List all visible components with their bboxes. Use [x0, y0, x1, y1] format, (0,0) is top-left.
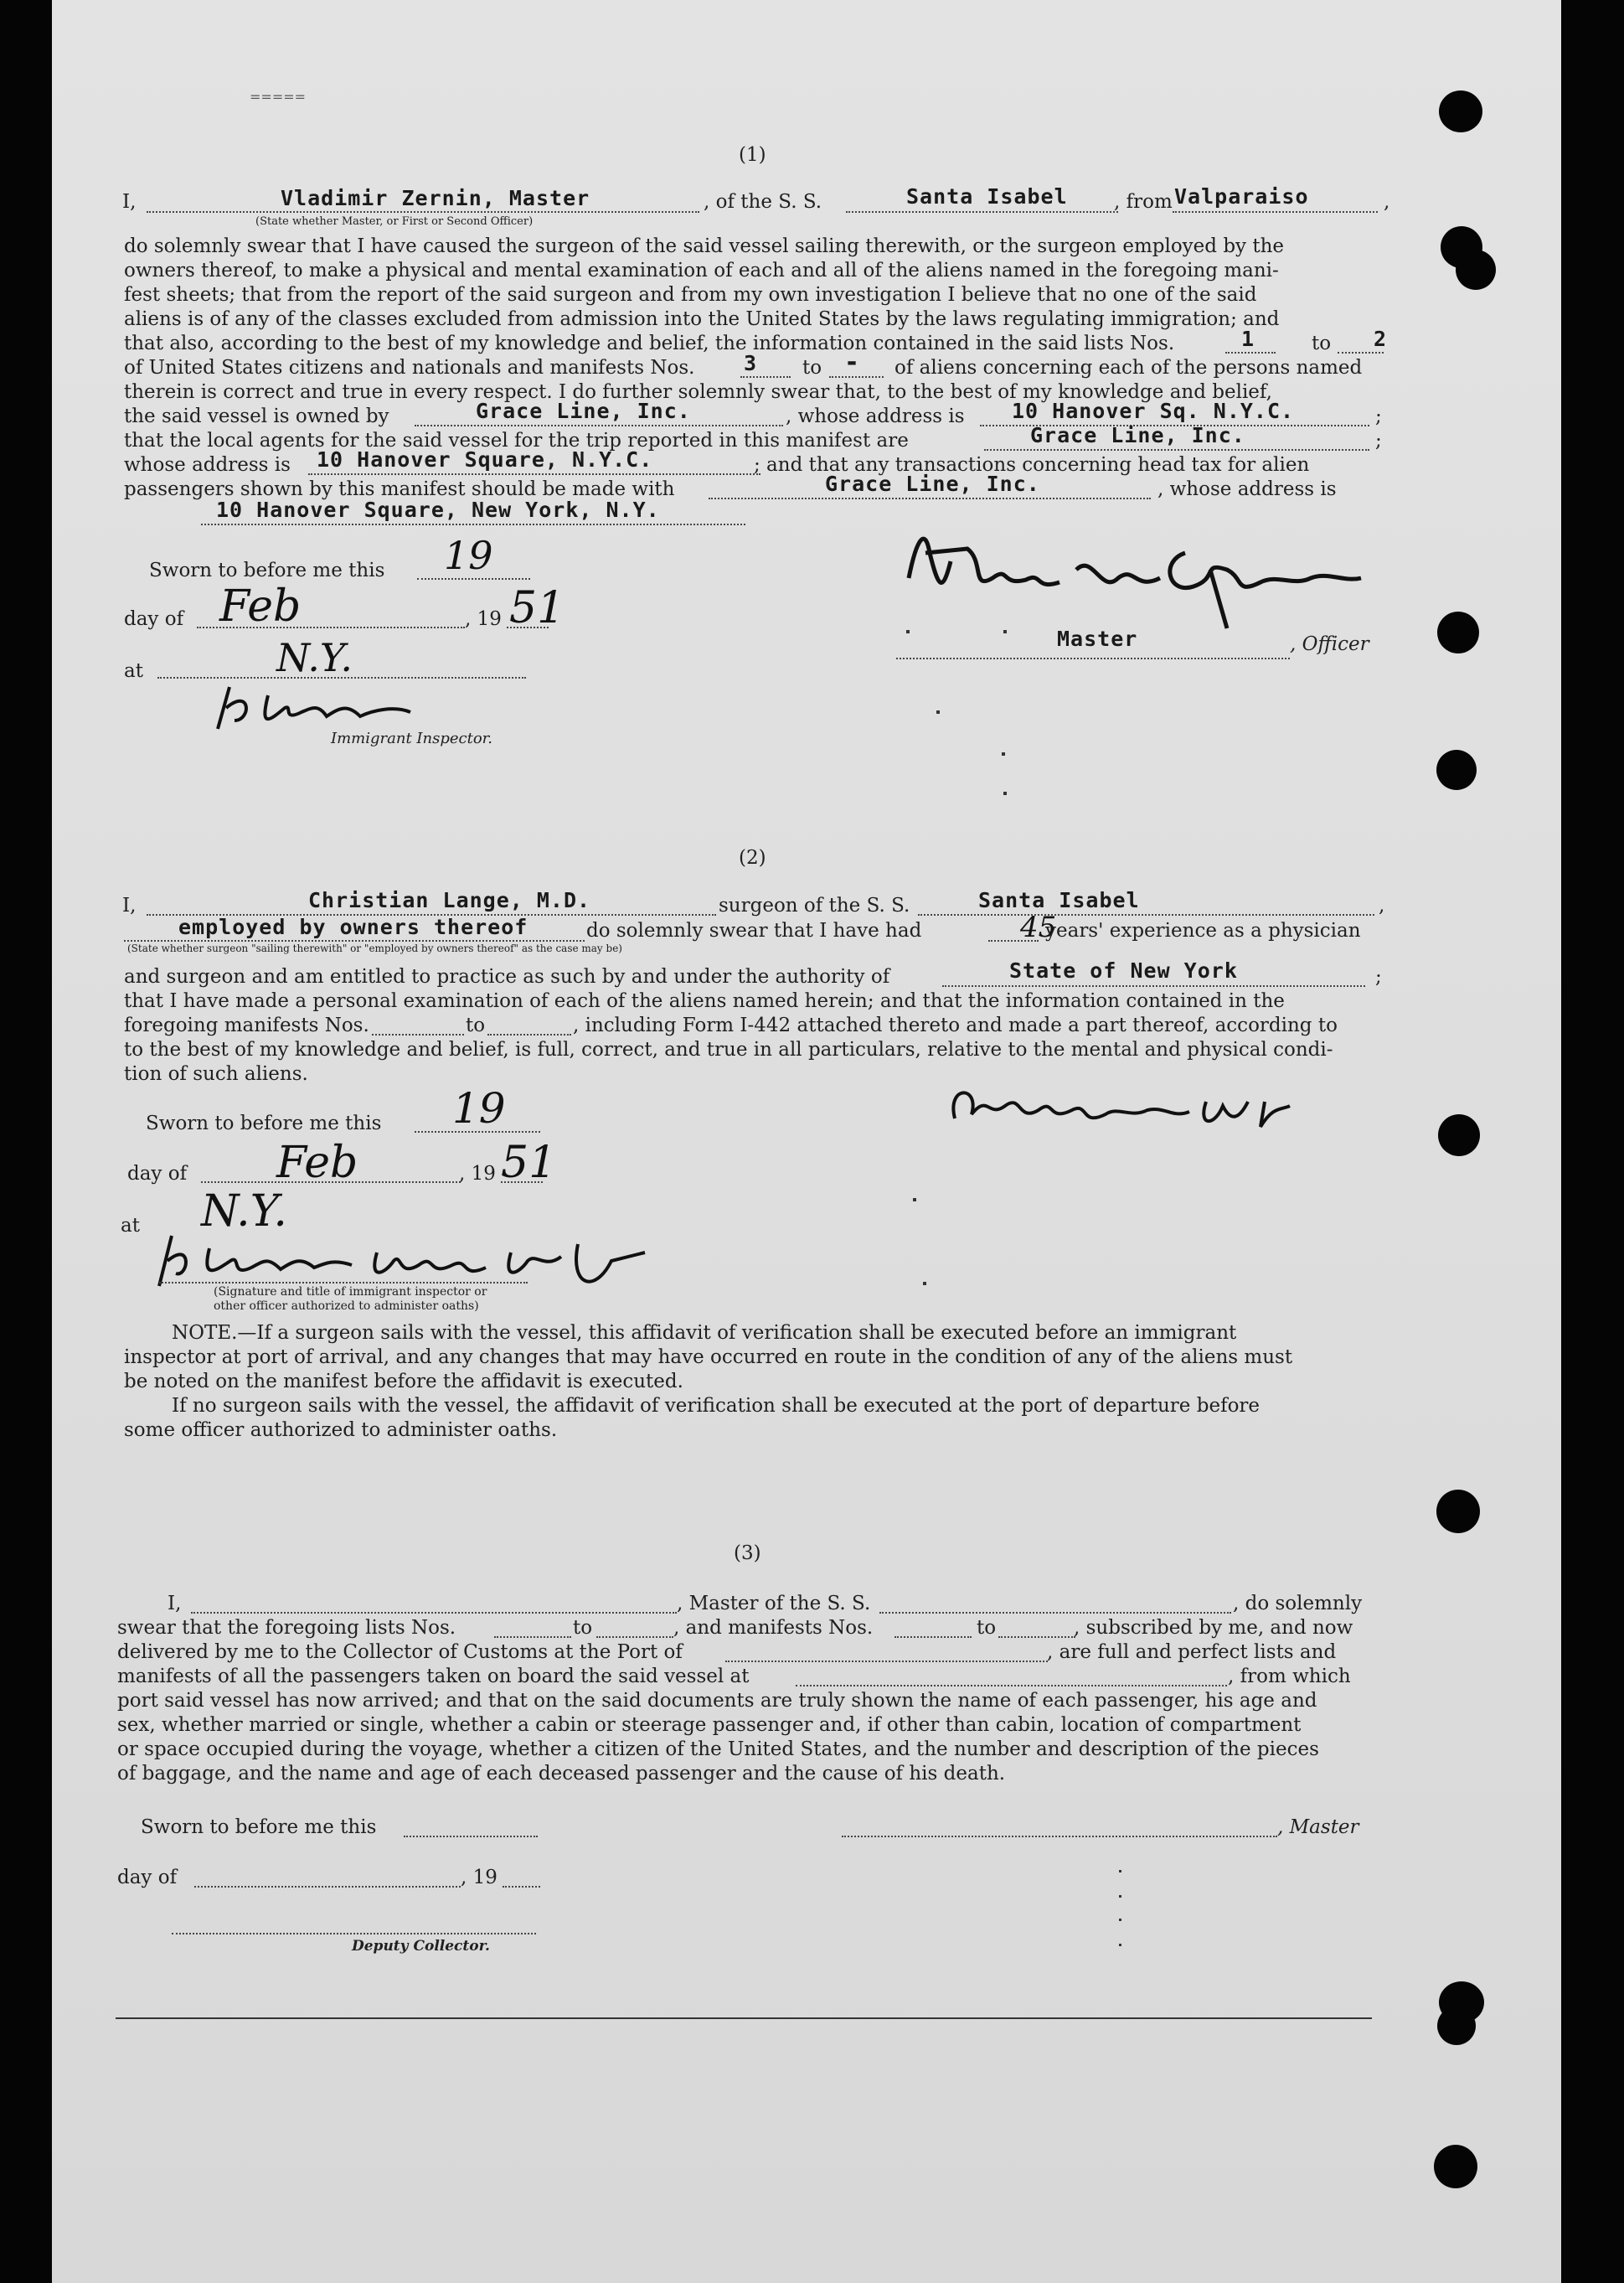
section-3-number: (3): [734, 1542, 761, 1564]
note-line-5: some officer authorized to administer oaths.: [124, 1419, 558, 1441]
surgeon-name: Christian Lange, M.D.: [308, 888, 591, 912]
stray-mark: [1003, 630, 1007, 633]
fill-line: [725, 1661, 1048, 1662]
sworn-label-2: Sworn to before me this: [146, 1113, 382, 1134]
semicolon: ;: [1375, 430, 1382, 452]
fill-line: [487, 1034, 571, 1036]
manifests-from: 3: [744, 351, 758, 375]
years-experience: 45: [1020, 911, 1057, 944]
header-mark: =====: [250, 89, 307, 105]
stray-mark: [1119, 1919, 1121, 1921]
manifests-to: -: [844, 348, 861, 377]
at-place-2: N.Y.: [201, 1186, 287, 1237]
punch-hole: [1437, 612, 1479, 653]
section-1-line-9: that the local agents for the said vessel for the trip reported in this manifest are: [124, 430, 909, 452]
stray-mark: [936, 710, 940, 714]
fill-line: [172, 1933, 536, 1934]
comma: ,: [1379, 895, 1385, 917]
fill-line: [842, 1836, 1277, 1837]
day-of-label-1: day of: [124, 608, 184, 630]
head-tax-agent: Grace Line, Inc.: [825, 472, 1040, 496]
scan-right-border: [1561, 0, 1624, 2283]
section-1-line-7: therein is correct and true in every respect. I do further solemnly swear that, to the best of my knowledge and belief,: [124, 381, 1272, 403]
stray-mark: [1119, 1944, 1121, 1946]
section-3-line-2: sex, whether married or single, whether a cabin or steerage passenger and, if other than cabin, location of compartment: [117, 1714, 1302, 1736]
fill-line: [124, 940, 585, 942]
lists-to-label: to: [1312, 333, 1332, 354]
do-solemnly-text: , do solemnly: [1233, 1593, 1363, 1614]
fill-line: [596, 1636, 673, 1638]
section-1-line-2: owners thereof, to make a physical and mental examination of each and all of the aliens named in the foregoing mani-: [124, 260, 1279, 282]
sworn-label-3: Sworn to before me this: [141, 1816, 377, 1838]
officer-label: , Officer: [1290, 633, 1369, 655]
delivered-text: delivered by me to the Collector of Customs at the Port of: [117, 1641, 683, 1663]
surgeon-of-label: surgeon of the S. S.: [719, 895, 910, 917]
year-prefix-3: , 19: [461, 1867, 498, 1888]
signature-caption-1: (Signature and title of immigrant inspector or: [214, 1285, 487, 1299]
month-2: Feb: [276, 1138, 358, 1188]
fill-line: [191, 1612, 677, 1614]
manifests-to-label: to: [802, 357, 822, 379]
section-1-line-8: the said vessel is owned by: [124, 405, 389, 427]
swear-lists-text: swear that the foregoing lists Nos.: [117, 1617, 456, 1639]
from-label: , from: [1114, 191, 1173, 213]
fill-line: [1338, 352, 1384, 354]
surgeon-vessel: Santa Isabel: [978, 888, 1140, 912]
fill-line: [417, 578, 530, 580]
and-manifests-text: , and manifests Nos.: [673, 1617, 874, 1639]
manifests-of-text: manifests of all the passengers taken on board the said vessel at: [117, 1666, 750, 1687]
licensing-authority: State of New York: [1009, 958, 1238, 983]
surgeon-signature: [938, 1068, 1315, 1144]
scan-left-border: [0, 0, 52, 2283]
year-prefix-2: , 19: [459, 1163, 496, 1185]
section-2-number: (2): [739, 847, 766, 869]
fill-line: [896, 658, 1290, 659]
master-name: Vladimir Zernin, Master: [281, 186, 590, 210]
section-1-line-11: passengers shown by this manifest should be made with: [124, 478, 675, 500]
vessel-name: Santa Isabel: [906, 184, 1068, 209]
officer-title: Master: [1057, 627, 1138, 651]
note-line-4: If no surgeon sails with the vessel, the affidavit of verification shall be executed at the port of departure before: [172, 1395, 1261, 1417]
day-of-label-3: day of: [117, 1867, 178, 1888]
master-signature: [892, 511, 1395, 637]
section-2-line-4: tion of such aliens.: [124, 1063, 308, 1085]
head-tax-text: ; and that any transactions concerning head tax for alien: [754, 454, 1310, 476]
whose-address-label-2: , whose address is: [1157, 478, 1337, 500]
fill-line: [194, 1886, 461, 1888]
fill-line: [308, 473, 760, 475]
manifest-to-label: to: [466, 1015, 486, 1036]
master-of-label: , Master of the S. S.: [677, 1593, 871, 1614]
signature-caption-2: other officer authorized to administer oaths): [214, 1299, 479, 1313]
section-3-line-3: or space occupied during the voyage, whether a citizen of the United States, and the number and description of the pieces: [117, 1738, 1319, 1760]
fill-line: [159, 1282, 528, 1284]
year-suffix-1: 51: [509, 583, 565, 633]
stray-mark: [1002, 752, 1005, 756]
punch-hole: [1438, 1114, 1480, 1156]
agents-address: 10 Hanover Square, N.Y.C.: [317, 447, 653, 472]
fill-line: [147, 211, 699, 213]
master-label-3: , Master: [1277, 1816, 1359, 1838]
sworn-label-1: Sworn to before me this: [149, 560, 385, 581]
subscribed-text: , subscribed by me, and now: [1074, 1617, 1353, 1639]
of-ss-label: , of the S. S.: [704, 191, 822, 213]
fill-line: [846, 211, 1118, 213]
to-label-2: to: [977, 1617, 997, 1639]
note-line-3: be noted on the manifest before the affidavit is executed.: [124, 1371, 683, 1392]
owner-address: 10 Hanover Sq. N.Y.C.: [1012, 399, 1295, 423]
stray-mark: [1119, 1895, 1121, 1898]
day-of-label-2: day of: [127, 1163, 188, 1185]
fill-line: [494, 1636, 571, 1638]
stray-mark: [913, 1198, 916, 1201]
stray-mark: [1003, 792, 1007, 795]
form-text: , including Form I-442 attached thereto and made a part thereof, according to: [573, 1015, 1338, 1036]
fill-line: [796, 1685, 1227, 1686]
sworn-day-1: 19: [444, 533, 493, 578]
section-2-line-2: foregoing manifests Nos.: [124, 1015, 369, 1036]
section-1-line-3: fest sheets; that from the report of the said surgeon and from my own investigation I believe that no one of the said: [124, 284, 1257, 306]
departure-port: Valparaiso: [1174, 184, 1309, 209]
inspector-caption: Immigrant Inspector.: [331, 730, 493, 747]
month-1: Feb: [219, 581, 302, 632]
section-3-line-4: of baggage, and the name and age of each deceased passenger and the cause of his death.: [117, 1763, 1006, 1785]
swear-text: do solemnly swear that I have had: [586, 920, 922, 942]
section-2-i: I,: [122, 895, 137, 917]
head-tax-address: 10 Hanover Square, New York, N.Y.: [216, 498, 660, 522]
stray-mark: [1119, 1870, 1121, 1872]
section-3-line-1: port said vessel has now arrived; and that on the said documents are truly shown the name of each passenger, his age and: [117, 1690, 1317, 1712]
section-1-line-4: aliens is of any of the classes excluded from admission into the United States by the laws regulating immigration; and: [124, 308, 1280, 330]
section-1-number: (1): [739, 144, 766, 166]
fill-line: [1225, 352, 1276, 354]
year-suffix-2: 51: [501, 1138, 557, 1188]
section-1-line-5: that also, according to the best of my knowledge and belief, the information contained in the said lists Nos.: [124, 333, 1175, 354]
punch-hole: [1456, 250, 1496, 290]
vessel-owner: Grace Line, Inc.: [476, 399, 691, 423]
punch-hole: [1434, 2145, 1477, 2188]
section-3-i: I,: [168, 1593, 182, 1614]
at-label-2: at: [121, 1215, 140, 1237]
from-which-text: , from which: [1228, 1666, 1351, 1687]
section-2-line-3: to the best of my knowledge and belief, is full, correct, and true in all particulars, relative to the mental and physical condi-: [124, 1039, 1333, 1061]
fill-line: [879, 1612, 1231, 1614]
at-label-1: at: [124, 660, 143, 682]
stray-mark: [906, 630, 910, 633]
punch-hole: [1437, 2007, 1476, 2045]
fill-line: [415, 425, 783, 426]
years-text: years' experience as a physician: [1045, 920, 1361, 942]
to-label-1: to: [573, 1617, 593, 1639]
bottom-rule: [116, 2017, 1372, 2019]
semicolon: ;: [1375, 405, 1382, 427]
local-agents: Grace Line, Inc.: [1030, 423, 1245, 447]
lists-to: 2: [1374, 327, 1388, 351]
deputy-caption: Deputy Collector.: [352, 1938, 490, 1955]
section-2-line-1: that I have made a personal examination of each of the aliens named herein; and that the information contained in the: [124, 990, 1285, 1012]
lists-from: 1: [1241, 327, 1255, 351]
fill-line: [1173, 211, 1378, 213]
stray-mark: [923, 1282, 926, 1285]
fill-line: [404, 1836, 538, 1837]
fill-line: [942, 985, 1365, 987]
fill-line: [998, 1636, 1075, 1638]
section-1-line-1: do solemnly swear that I have caused the surgeon of the said vessel sailing therewith, or the surgeon employed by the: [124, 235, 1285, 257]
year-prefix-1: , 19: [465, 608, 502, 630]
comma: ,: [1384, 191, 1390, 213]
fill-line: [709, 498, 1151, 499]
inspector-signature: [201, 670, 436, 737]
fill-line: [503, 1886, 540, 1888]
surgeon-employment: employed by owners thereof: [178, 915, 528, 939]
punch-hole: [1436, 750, 1477, 790]
aliens-concerning-text: of aliens concerning each of the persons named: [894, 357, 1363, 379]
at-place-1: N.Y.: [276, 635, 353, 680]
sworn-day-2: 19: [452, 1084, 506, 1133]
master-caption: (State whether Master, or First or Second Officer): [255, 215, 534, 228]
fill-line: [894, 1636, 972, 1638]
fill-line: [918, 914, 1374, 916]
section-1-line-6: of United States citizens and nationals and manifests Nos.: [124, 357, 695, 379]
section-1-line-10: whose address is: [124, 454, 291, 476]
fill-line: [984, 449, 1369, 451]
full-perfect-text: , are full and perfect lists and: [1047, 1641, 1337, 1663]
fill-line: [201, 524, 745, 525]
authority-text: and surgeon and am entitled to practice as such by and under the authority of: [124, 966, 890, 988]
note-line-2: inspector at port of arrival, and any changes that may have occurred en route in the condition of any of the aliens must: [124, 1346, 1293, 1368]
whose-address-label: , whose address is: [786, 405, 965, 427]
punch-hole: [1439, 90, 1482, 132]
punch-hole: [1436, 1490, 1480, 1533]
note-line-1: NOTE.—If a surgeon sails with the vessel, this affidavit of verification shall be executed before an immigrant: [172, 1322, 1237, 1344]
semicolon: ;: [1375, 966, 1382, 988]
section-1-i: I,: [122, 191, 137, 213]
employment-caption: (State whether surgeon "sailing therewith" or "employed by owners thereof" as the case may be): [127, 943, 622, 954]
fill-line: [740, 376, 791, 378]
fill-line: [372, 1034, 464, 1036]
